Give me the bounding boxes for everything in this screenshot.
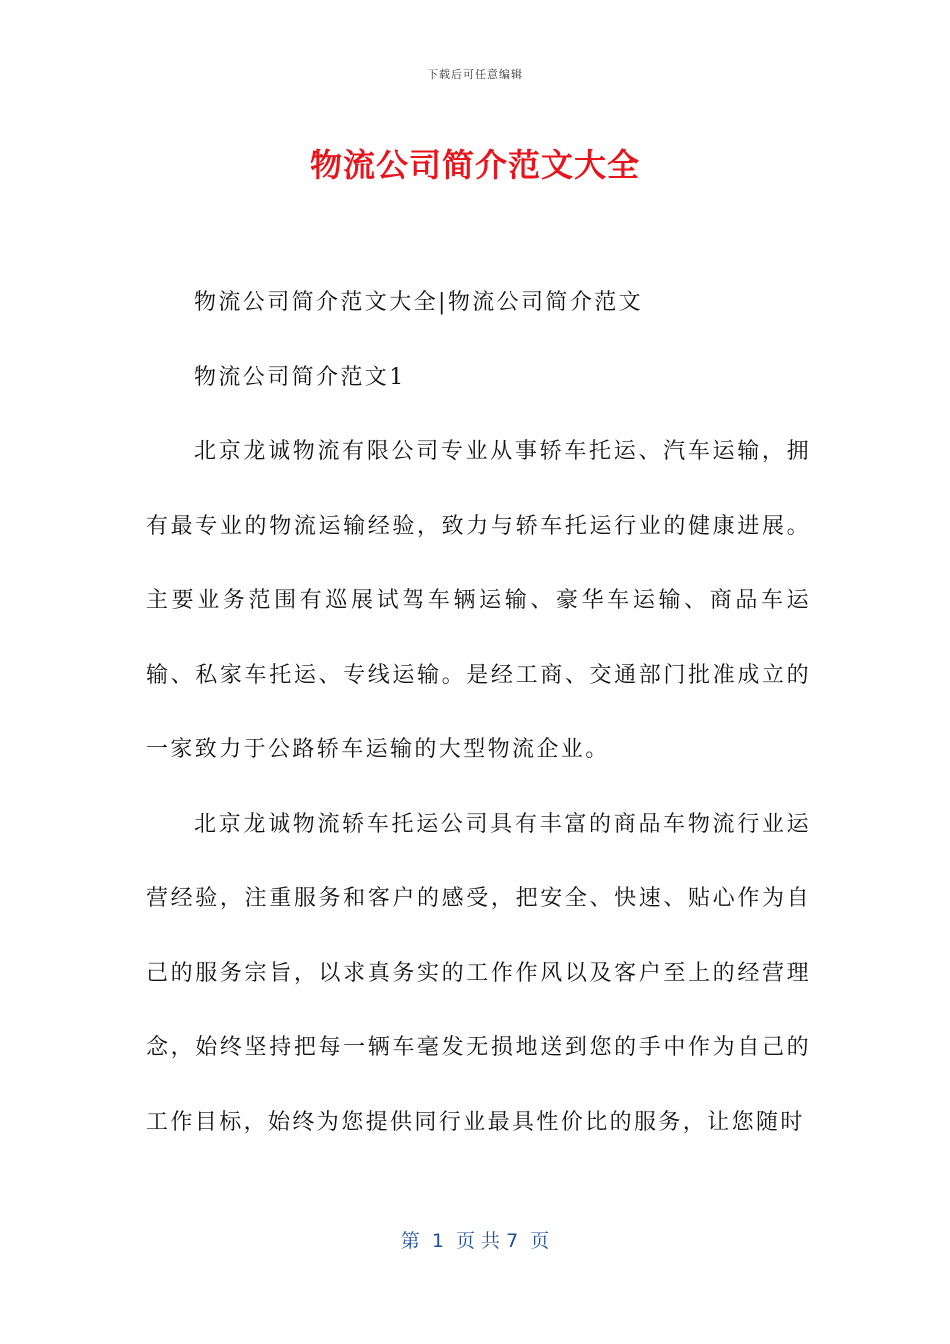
body-paragraph-2: 北京龙诚物流轿车托运公司具有丰富的商品车物流行业运营经验，注重服务和客户的感受，把安全、快速、贴心作为自己的服务宗旨，以求真务实的工作作风以及客户至上的经营理念，始终坚持把每一辆车毫发无损地送到您的手中作为自己的工作目标，始终为您提供同行业最具性价比的服务，让您随时 [146, 811, 811, 1135]
document-title: 物流公司简介范文大全 [309, 146, 640, 184]
page-number-footer: 第 1 页 共 7 页 [400, 1230, 550, 1252]
section-heading: 物流公司简介范文1 [194, 364, 406, 390]
document-body [146, 266, 811, 1160]
subtitle-paragraph: 物流公司简介范文大全|物流公司简介范文 [194, 290, 644, 315]
body-paragraph-1: 北京龙诚物流有限公司专业从事轿车托运、汽车运输，拥有最专业的物流运输经验，致力与轿车托运行业的健康进展。主要业务范围有巡展试驾车辆运输、豪华车运输、商品车运输、私家车托运、专线运输。是经工商、交通部门批准成立的一家致力于公路轿车运输的大型物流企业。 [146, 439, 811, 762]
page-header-note: 下载后可任意编辑 [427, 68, 523, 81]
